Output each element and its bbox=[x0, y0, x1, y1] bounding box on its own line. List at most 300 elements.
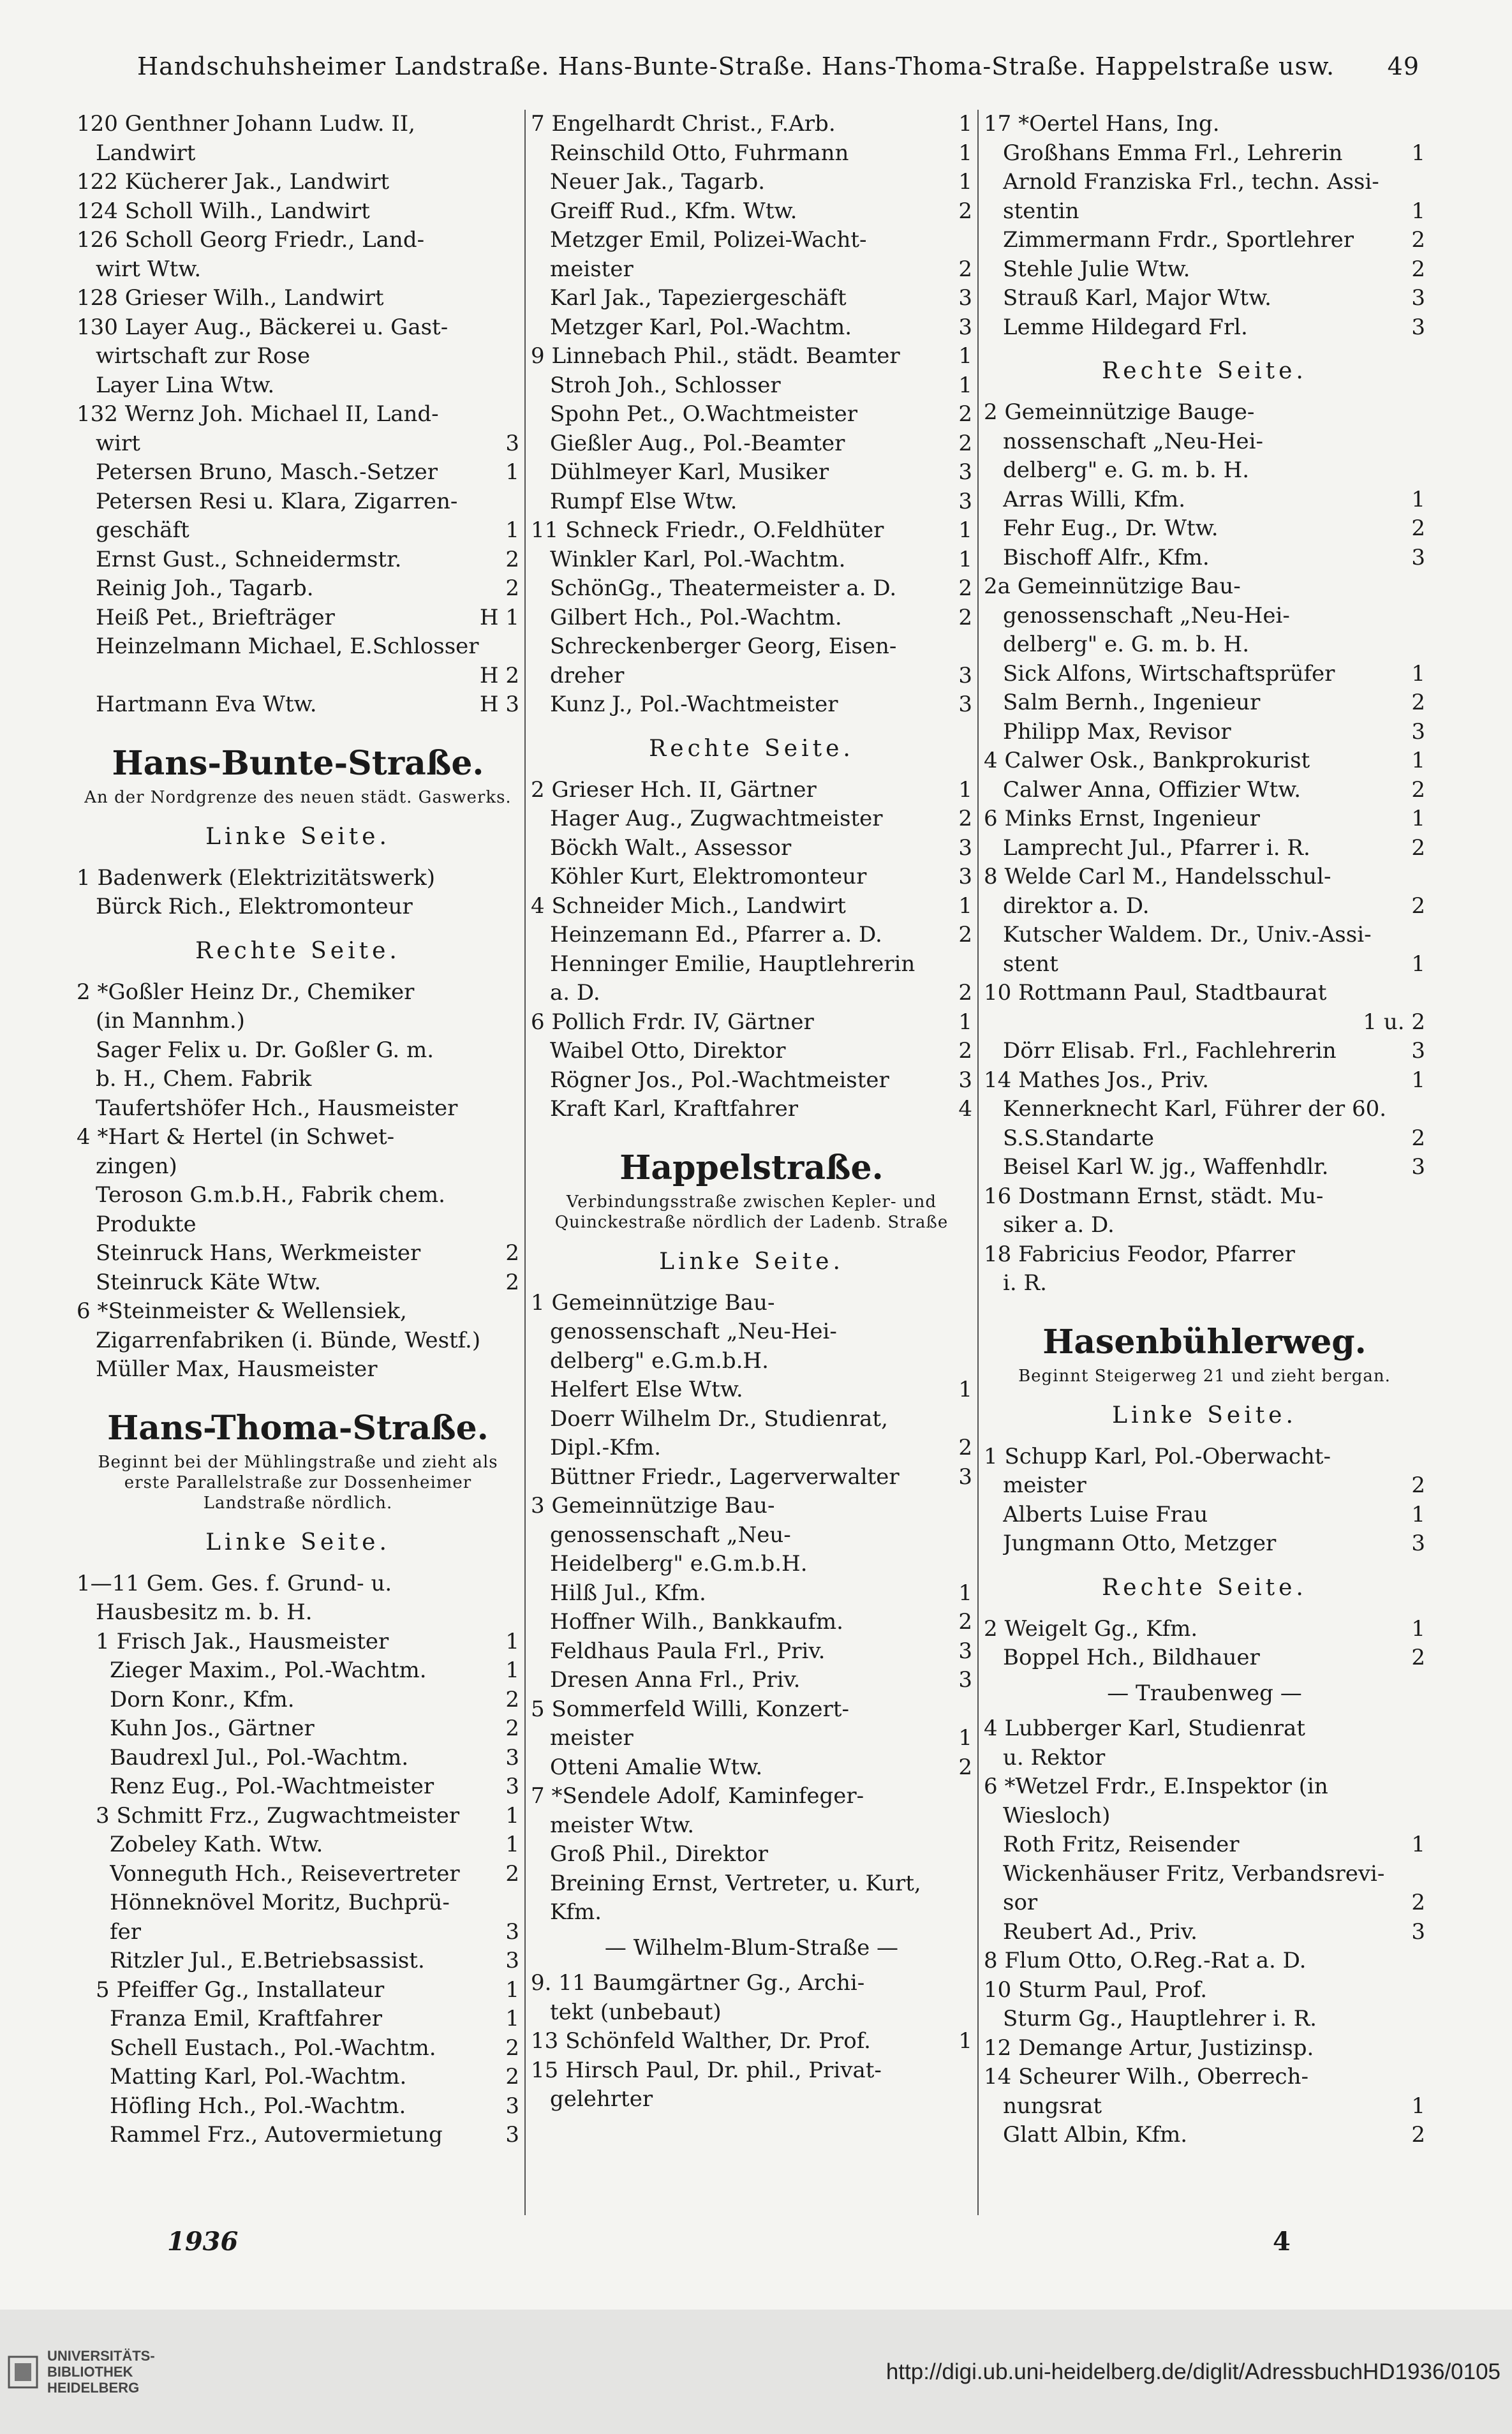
directory-entry bbox=[77, 1628, 519, 1657]
directory-entry bbox=[77, 313, 519, 343]
page-header-title: Handschuhsheimer Landstraße. Hans-Bunte-Straße. Hans-Thoma-Straße. Happelstraße usw. bbox=[137, 52, 1335, 80]
directory-entry bbox=[984, 746, 1425, 776]
floor-number: 3 bbox=[505, 1744, 519, 1770]
entry-text: Höfling Hch., Pol.-Wachtm. bbox=[110, 2093, 406, 2119]
entry-text: delberg" e. G. m. b. H. bbox=[1003, 457, 1250, 483]
directory-entry bbox=[984, 514, 1425, 544]
directory-entry bbox=[984, 1889, 1425, 1918]
entry-text: 1 Gemeinnützige Bau- bbox=[531, 1289, 775, 1316]
directory-entry bbox=[77, 1123, 519, 1152]
directory-entry bbox=[984, 226, 1425, 255]
floor-number: 3 bbox=[958, 835, 972, 861]
directory-entry bbox=[984, 1269, 1425, 1298]
floor-number: 2 bbox=[958, 1609, 972, 1635]
entry-text: Kutscher Waldem. Dr., Univ.-Assi- bbox=[1003, 922, 1372, 947]
entry-text: 10 Rottmann Paul, Stadtbaurat bbox=[984, 980, 1327, 1006]
directory-entry bbox=[984, 1918, 1425, 1947]
directory-entry bbox=[531, 2085, 972, 2114]
directory-entry bbox=[77, 1976, 519, 2005]
directory-entry bbox=[984, 544, 1425, 573]
floor-number: 1 bbox=[958, 1009, 972, 1035]
directory-entry bbox=[531, 197, 972, 226]
directory-entry bbox=[531, 1811, 972, 1841]
directory-entry bbox=[77, 2034, 519, 2063]
directory-entry bbox=[77, 1326, 519, 1356]
logo-line: BIBLIOTHEK bbox=[47, 2364, 133, 2380]
floor-number: 3 bbox=[958, 314, 972, 340]
floor-number: 3 bbox=[1411, 1154, 1425, 1180]
floor-number: 2 bbox=[958, 256, 972, 282]
directory-entry bbox=[77, 1007, 519, 1036]
entry-text: Böckh Walt., Assessor bbox=[550, 835, 792, 861]
entry-text: SchönGg., Theatermeister a. D. bbox=[550, 575, 897, 601]
entry-text: Kraft Karl, Kraftfahrer bbox=[550, 1096, 798, 1122]
directory-entry bbox=[531, 1463, 972, 1492]
entry-text: Rammel Frz., Autovermietung bbox=[110, 2122, 443, 2148]
entry-text: Gießler Aug., Pol.-Beamter bbox=[550, 430, 845, 456]
directory-entry bbox=[77, 2005, 519, 2034]
entry-text: Renz Eug., Pol.-Wachtmeister bbox=[110, 1774, 434, 1799]
entry-text: Arnold Franziska Frl., techn. Assi- bbox=[1003, 169, 1379, 195]
floor-number: 3 bbox=[505, 2122, 519, 2148]
directory-entry bbox=[77, 1918, 519, 1947]
directory-entry bbox=[984, 456, 1425, 486]
floor-number: 2 bbox=[958, 430, 972, 456]
entry-text: Großhans Emma Frl., Lehrerin bbox=[1003, 140, 1343, 166]
floor-number: 2 bbox=[505, 575, 519, 601]
floor-number: 1 bbox=[958, 343, 972, 369]
directory-entry bbox=[77, 226, 519, 255]
directory-entry bbox=[984, 1211, 1425, 1240]
directory-entry bbox=[531, 545, 972, 575]
floor-number: 2 bbox=[505, 546, 519, 572]
directory-entry bbox=[77, 604, 519, 633]
entry-text: (in Mannhm.) bbox=[96, 1008, 245, 1034]
floor-number: 1 bbox=[1411, 1501, 1425, 1527]
entry-text: Metzger Emil, Polizei-Wacht- bbox=[550, 227, 867, 253]
directory-entry bbox=[984, 255, 1425, 285]
directory-entry bbox=[531, 1753, 972, 1783]
floor-number: 1 bbox=[958, 517, 972, 543]
side-heading: Rechte Seite. bbox=[195, 937, 401, 964]
entry-text: Zigarrenfabriken (i. Bünde, Westf.) bbox=[96, 1327, 481, 1353]
floor-number: 1 bbox=[505, 1658, 519, 1683]
entry-text: Sick Alfons, Wirtschaftsprüfer bbox=[1003, 660, 1335, 686]
floor-number: 3 bbox=[1411, 314, 1425, 340]
floor-number: 2 bbox=[958, 401, 972, 427]
directory-entry bbox=[531, 371, 972, 401]
directory-entry bbox=[531, 313, 972, 343]
directory-entry bbox=[77, 139, 519, 168]
entry-text: Winkler Karl, Pol.-Wachtm. bbox=[550, 546, 846, 572]
entry-text: Reinschild Otto, Fuhrmann bbox=[550, 140, 849, 166]
directory-entry bbox=[77, 1947, 519, 1976]
entry-text: Baudrexl Jul., Pol.-Wachtm. bbox=[110, 1744, 409, 1770]
directory-entry bbox=[77, 371, 519, 401]
directory-entry bbox=[984, 168, 1425, 197]
entry-text: 14 Scheurer Wilh., Oberrech- bbox=[984, 2064, 1308, 2089]
entry-text: Heiß Pet., Briefträger bbox=[96, 604, 335, 630]
entry-text: 4 *Hart & Hertel (in Schwet- bbox=[77, 1124, 395, 1150]
entry-text: Heinzelmann Michael, E.Schlosser bbox=[96, 634, 479, 659]
entry-text: b. H., Chem. Fabrik bbox=[96, 1066, 312, 1092]
entry-text: Reubert Ad., Priv. bbox=[1003, 1918, 1197, 1945]
entry-text: Zimmermann Frdr., Sportlehrer bbox=[1003, 227, 1354, 253]
entry-text: Philipp Max, Revisor bbox=[1003, 718, 1231, 745]
floor-number: 1 bbox=[958, 546, 972, 572]
directory-entry bbox=[531, 400, 972, 429]
directory-entry bbox=[77, 516, 519, 545]
entry-text: Gilbert Hch., Pol.-Wachtm. bbox=[550, 604, 842, 630]
entry-text: 4 Schneider Mich., Landwirt bbox=[531, 893, 846, 919]
entry-text: Hausbesitz m. b. H. bbox=[96, 1599, 313, 1625]
entry-text: 16 Dostmann Ernst, städt. Mu- bbox=[984, 1183, 1324, 1209]
entry-text: wirt Wtw. bbox=[96, 256, 202, 282]
directory-entry bbox=[77, 1686, 519, 1715]
entry-text: 3 Schmitt Frz., Zugwachtmeister bbox=[96, 1802, 460, 1829]
directory-entry bbox=[531, 632, 972, 662]
directory-entry bbox=[531, 1405, 972, 1434]
floor-number: 1 bbox=[505, 1832, 519, 1857]
entry-text: Dühlmeyer Karl, Musiker bbox=[550, 459, 829, 485]
logo-line: UNIVERSITÄTS- bbox=[47, 2348, 155, 2364]
floor-number: 1 bbox=[505, 1977, 519, 2003]
directory-entry bbox=[984, 630, 1425, 660]
directory-entry bbox=[984, 1124, 1425, 1154]
entry-text: Rumpf Else Wtw. bbox=[550, 488, 737, 514]
floor-number: 1 bbox=[505, 2006, 519, 2031]
entry-text: Dipl.-Kfm. bbox=[550, 1435, 662, 1460]
entry-text: 2a Gemeinnützige Bau- bbox=[984, 574, 1241, 599]
directory-entry bbox=[531, 805, 972, 834]
entry-text: Beisel Karl W. jg., Waffenhdlr. bbox=[1003, 1154, 1329, 1180]
entry-text: 1 Badenwerk (Elektrizitätswerk) bbox=[77, 865, 436, 891]
floor-number: 3 bbox=[505, 1948, 519, 1973]
entry-text: Boppel Hch., Bildhauer bbox=[1003, 1645, 1260, 1670]
entry-text: delberg" e. G. m. b. H. bbox=[1003, 632, 1250, 657]
floor-number: 3 bbox=[958, 1638, 972, 1664]
directory-columns bbox=[71, 110, 1430, 2215]
directory-entry bbox=[984, 1615, 1425, 1644]
directory-entry bbox=[984, 1066, 1425, 1095]
floor-number: 3 bbox=[958, 864, 972, 889]
entry-text: 9. 11 Baumgärtner Gg., Archi- bbox=[531, 1970, 865, 1996]
entry-text: Bürck Rich., Elektromonteur bbox=[96, 894, 413, 919]
street-heading: Hasenbühlerweg. bbox=[1042, 1322, 1367, 1362]
directory-entry bbox=[77, 2092, 519, 2121]
directory-entry bbox=[77, 1239, 519, 1268]
directory-entry bbox=[984, 1714, 1425, 1744]
entry-text: 8 Flum Otto, O.Reg.-Rat a. D. bbox=[984, 1948, 1307, 1973]
entry-text: gelehrter bbox=[550, 2086, 653, 2112]
floor-number: 1 bbox=[505, 1802, 519, 1829]
entry-text: Zieger Maxim., Pol.-Wachtm. bbox=[110, 1658, 427, 1683]
cross-street-marker: — Traubenweg — bbox=[1107, 1680, 1302, 1706]
viewer-footer-bar bbox=[0, 2310, 1512, 2434]
floor-number: 4 bbox=[958, 1096, 972, 1122]
side-heading: Rechte Seite. bbox=[649, 735, 854, 762]
directory-entry bbox=[984, 921, 1425, 950]
entry-text: Heidelberg" e.G.m.b.H. bbox=[550, 1551, 808, 1577]
entry-text: 122 Kücherer Jak., Landwirt bbox=[77, 169, 390, 195]
directory-entry bbox=[531, 574, 972, 604]
entry-text: 15 Hirsch Paul, Dr. phil., Privat- bbox=[531, 2057, 882, 2083]
directory-entry bbox=[984, 1976, 1425, 2005]
directory-entry bbox=[531, 1008, 972, 1037]
entry-text: Wiesloch) bbox=[1003, 1802, 1111, 1829]
entry-text: Jungmann Otto, Metzger bbox=[1003, 1531, 1277, 1556]
directory-entry bbox=[531, 1608, 972, 1637]
directory-entry bbox=[984, 572, 1425, 602]
side-heading: Linke Seite. bbox=[1112, 1402, 1297, 1428]
entry-text: wirt bbox=[96, 430, 140, 456]
side-heading: Linke Seite. bbox=[205, 823, 390, 850]
entry-text: Ernst Gust., Schneidermstr. bbox=[96, 546, 402, 572]
directory-entry bbox=[77, 342, 519, 371]
entry-text: 130 Layer Aug., Bäckerei u. Gast- bbox=[77, 314, 448, 340]
directory-entry bbox=[77, 255, 519, 285]
floor-number: 1 bbox=[958, 1725, 972, 1751]
directory-entry bbox=[984, 1860, 1425, 1889]
directory-entry bbox=[984, 1802, 1425, 1831]
entry-text: 11 Schneck Friedr., O.Feldhüter bbox=[531, 517, 884, 543]
directory-entry bbox=[984, 950, 1425, 979]
entry-text: Taufertshöfer Hch., Hausmeister bbox=[96, 1095, 458, 1121]
directory-entry bbox=[77, 893, 519, 922]
directory-entry bbox=[984, 892, 1425, 921]
entry-text: Köhler Kurt, Elektromonteur bbox=[550, 864, 867, 889]
entry-text: Steinruck Käte Wtw. bbox=[96, 1269, 322, 1295]
directory-entry bbox=[531, 1376, 972, 1405]
directory-entry bbox=[77, 1268, 519, 1298]
entry-text: u. Rektor bbox=[1003, 1744, 1106, 1770]
column-left bbox=[71, 110, 524, 2215]
entry-text: geschäft bbox=[96, 517, 189, 543]
entry-text: Calwer Anna, Offizier Wtw. bbox=[1003, 776, 1301, 803]
floor-number: 2 bbox=[1411, 227, 1425, 253]
entry-text: Büttner Friedr., Lagerverwalter bbox=[550, 1464, 900, 1490]
entry-text: 9 Linnebach Phil., städt. Beamter bbox=[531, 343, 900, 369]
directory-entry bbox=[531, 429, 972, 459]
directory-entry bbox=[984, 776, 1425, 805]
directory-entry bbox=[531, 921, 972, 950]
floor-number: 1 bbox=[1411, 1832, 1425, 1857]
floor-number: H 2 bbox=[479, 662, 519, 688]
entry-text: Petersen Resi u. Klara, Zigarren- bbox=[96, 488, 458, 514]
entry-text: Hönneknövel Moritz, Buchprü- bbox=[110, 1890, 450, 1915]
entry-text: 2 Grieser Hch. II, Gärtner bbox=[531, 776, 817, 803]
directory-entry bbox=[984, 1095, 1425, 1124]
entry-text: Zobeley Kath. Wtw. bbox=[110, 1832, 323, 1857]
directory-entry bbox=[531, 1289, 972, 1318]
entry-text: nungsrat bbox=[1003, 2093, 1102, 2119]
entry-text: 6 Minks Ernst, Ingenieur bbox=[984, 806, 1260, 831]
floor-number: H 3 bbox=[479, 692, 519, 717]
entry-text: Feldhaus Paula Frl., Priv. bbox=[550, 1638, 826, 1664]
floor-number: 3 bbox=[505, 1774, 519, 1799]
directory-entry bbox=[984, 284, 1425, 313]
floor-number: 2 bbox=[1411, 2122, 1425, 2148]
directory-entry bbox=[984, 2121, 1425, 2150]
entry-text: Roth Fritz, Reisender bbox=[1003, 1832, 1240, 1857]
directory-entry bbox=[984, 110, 1425, 139]
footer-sheet-number: 4 bbox=[1273, 2227, 1291, 2257]
floor-number: 1 bbox=[1411, 806, 1425, 831]
entry-text: Breining Ernst, Vertreter, u. Kurt, bbox=[550, 1870, 921, 1896]
directory-entry bbox=[531, 950, 972, 979]
directory-entry bbox=[531, 110, 972, 139]
entry-text: meister Wtw. bbox=[550, 1812, 695, 1838]
entry-text: Layer Lina Wtw. bbox=[96, 372, 275, 398]
floor-number: 2 bbox=[505, 1240, 519, 1266]
entry-text: Wickenhäuser Fritz, Verbandsrevi- bbox=[1003, 1860, 1385, 1887]
side-heading: Rechte Seite. bbox=[1102, 1574, 1307, 1601]
directory-entry bbox=[77, 662, 519, 691]
directory-entry bbox=[531, 1969, 972, 1998]
floor-number: 1 u. 2 bbox=[1363, 1009, 1425, 1035]
floor-number: 2 bbox=[505, 1716, 519, 1741]
side-heading: Rechte Seite. bbox=[1102, 358, 1307, 384]
directory-entry bbox=[984, 1443, 1425, 1472]
directory-entry bbox=[77, 1656, 519, 1686]
floor-number: 1 bbox=[1411, 1067, 1425, 1093]
entry-text: 6 *Steinmeister & Wellensiek, bbox=[77, 1298, 407, 1324]
floor-number: 2 bbox=[505, 1686, 519, 1712]
directory-entry bbox=[984, 834, 1425, 863]
entry-text: dreher bbox=[550, 662, 625, 688]
directory-entry bbox=[77, 1860, 519, 1889]
directory-entry bbox=[531, 139, 972, 168]
directory-entry bbox=[77, 545, 519, 575]
entry-text: Greiff Rud., Kfm. Wtw. bbox=[550, 198, 797, 224]
directory-entry bbox=[77, 458, 519, 487]
floor-number: 3 bbox=[958, 1067, 972, 1093]
entry-text: Dresen Anna Frl., Priv. bbox=[550, 1667, 801, 1693]
street-description: An der Nordgrenze des neuen städt. Gaswerks. bbox=[84, 787, 512, 807]
directory-entry bbox=[984, 863, 1425, 892]
floor-number: 1 bbox=[1411, 486, 1425, 512]
floor-number: 1 bbox=[1411, 660, 1425, 686]
entry-text: stentin bbox=[1003, 198, 1079, 224]
entry-text: Kuhn Jos., Gärtner bbox=[110, 1716, 315, 1741]
directory-entry bbox=[984, 1182, 1425, 1212]
directory-entry bbox=[531, 2027, 972, 2056]
entry-text: direktor a. D. bbox=[1003, 893, 1150, 919]
floor-number: 2 bbox=[1411, 256, 1425, 282]
entry-text: 14 Mathes Jos., Priv. bbox=[984, 1067, 1210, 1093]
directory-entry bbox=[984, 660, 1425, 689]
footer-year: 1936 bbox=[167, 2227, 239, 2257]
directory-entry bbox=[531, 1695, 972, 1725]
directory-entry bbox=[984, 805, 1425, 834]
street-heading: Hans-Thoma-Straße. bbox=[107, 1408, 489, 1448]
entry-text: 6 Pollich Frdr. IV, Gärtner bbox=[531, 1009, 814, 1035]
directory-entry bbox=[77, 110, 519, 139]
entry-text: 10 Sturm Paul, Prof. bbox=[984, 1977, 1208, 2003]
running-head bbox=[137, 52, 1419, 80]
entry-text: 5 Pfeiffer Gg., Installateur bbox=[96, 1977, 385, 2003]
directory-entry bbox=[984, 1529, 1425, 1559]
directory-entry bbox=[531, 255, 972, 285]
floor-number: 2 bbox=[1411, 776, 1425, 803]
entry-text: Karl Jak., Tapeziergeschäft bbox=[550, 285, 847, 311]
directory-entry bbox=[531, 1840, 972, 1869]
directory-entry bbox=[984, 1947, 1425, 1976]
directory-entry bbox=[77, 1714, 519, 1744]
floor-number: 1 bbox=[1411, 198, 1425, 224]
directory-entry bbox=[531, 226, 972, 255]
entry-text: Teroson G.m.b.H., Fabrik chem. bbox=[96, 1182, 445, 1208]
directory-entry bbox=[531, 690, 972, 720]
entry-text: 4 Lubberger Karl, Studienrat bbox=[984, 1716, 1305, 1741]
entry-text: Kfm. bbox=[550, 1899, 602, 1925]
entry-text: Lamprecht Jul., Pfarrer i. R. bbox=[1003, 835, 1310, 861]
entry-text: tekt (unbebaut) bbox=[550, 1999, 722, 2025]
floor-number: 2 bbox=[958, 806, 972, 831]
entry-text: 6 *Wetzel Frdr., E.Inspektor (in bbox=[984, 1774, 1328, 1799]
floor-number: 3 bbox=[958, 662, 972, 688]
directory-entry bbox=[77, 1830, 519, 1860]
directory-entry bbox=[77, 1355, 519, 1384]
floor-number: 2 bbox=[1411, 1890, 1425, 1915]
cross-street-marker: — Wilhelm-Blum-Straße — bbox=[604, 1934, 899, 1961]
entry-text: Kunz J., Pol.-Wachtmeister bbox=[550, 692, 838, 717]
directory-entry bbox=[531, 487, 972, 517]
directory-entry bbox=[984, 1240, 1425, 1270]
library-logo bbox=[8, 2348, 155, 2396]
entry-text: 17 *Oertel Hans, Ing. bbox=[984, 111, 1220, 137]
floor-number: 1 bbox=[505, 1628, 519, 1654]
floor-number: 3 bbox=[505, 2093, 519, 2119]
entry-text: Schreckenberger Georg, Eisen- bbox=[550, 634, 897, 659]
floor-number: 3 bbox=[958, 692, 972, 717]
entry-text: Dörr Elisab. Frl., Fachlehrerin bbox=[1003, 1038, 1337, 1064]
directory-entry bbox=[984, 1153, 1425, 1182]
page-number: 49 bbox=[1387, 52, 1419, 80]
floor-number: 3 bbox=[505, 1918, 519, 1945]
street-heading: Happelstraße. bbox=[619, 1148, 884, 1187]
floor-number: 3 bbox=[1411, 1038, 1425, 1064]
entry-text: 2 Gemeinnützige Bauge- bbox=[984, 399, 1255, 425]
directory-entry bbox=[77, 1036, 519, 1065]
directory-entry bbox=[984, 602, 1425, 631]
floor-number: 3 bbox=[1411, 285, 1425, 311]
entry-text: nossenschaft „Neu-Hei- bbox=[1003, 428, 1263, 454]
directory-entry bbox=[77, 1152, 519, 1182]
directory-entry bbox=[984, 1830, 1425, 1860]
floor-number: 2 bbox=[1411, 1473, 1425, 1498]
directory-entry bbox=[531, 1317, 972, 1347]
directory-entry bbox=[531, 1998, 972, 2028]
directory-entry bbox=[77, 1744, 519, 1773]
directory-entry bbox=[531, 1869, 972, 1899]
source-url-link[interactable]: http://digi.ub.uni-heidelberg.de/diglit/AdressbuchHD1936/0105 bbox=[886, 2359, 1501, 2384]
directory-entry bbox=[77, 1598, 519, 1628]
library-seal-icon bbox=[8, 2356, 38, 2389]
floor-number: 3 bbox=[1411, 1531, 1425, 1556]
entry-text: Neuer Jak., Tagarb. bbox=[550, 169, 766, 195]
entry-text: genossenschaft „Neu- bbox=[550, 1522, 791, 1548]
entry-text: Arras Willi, Kfm. bbox=[1003, 486, 1186, 512]
street-description: Beginnt bei der Mühlingstraße und zieht als erste Parallelstraße zur Dossenheimer Landstraße nördlich. bbox=[98, 1452, 498, 1513]
directory-entry bbox=[77, 1065, 519, 1094]
directory-entry bbox=[984, 1501, 1425, 1530]
entry-text: 1 Frisch Jak., Hausmeister bbox=[96, 1628, 389, 1654]
entry-text: meister bbox=[1003, 1473, 1086, 1498]
directory-entry bbox=[77, 197, 519, 226]
directory-entry bbox=[77, 2063, 519, 2092]
side-heading: Linke Seite. bbox=[659, 1248, 844, 1275]
